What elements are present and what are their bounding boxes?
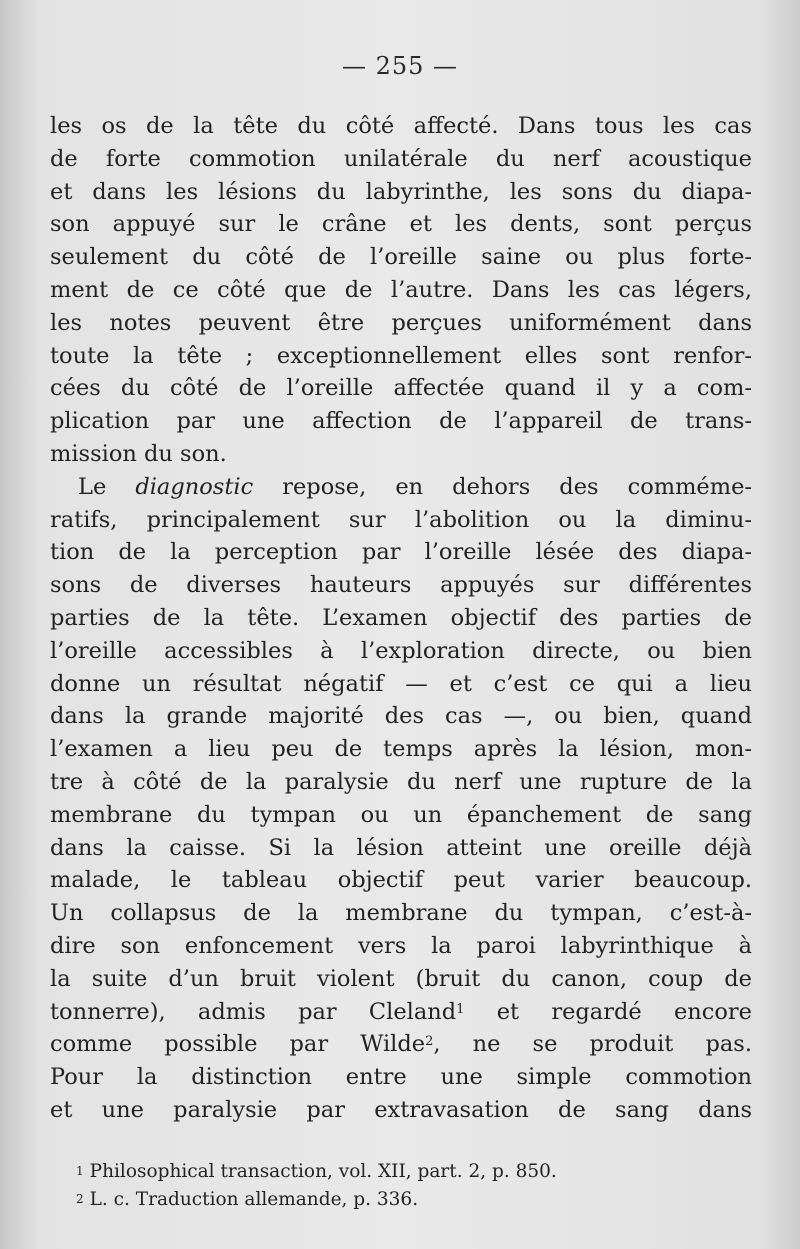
text-line: membrane du tympan ou un épanchement de sang [50,801,752,828]
text-line: tre à côté de la paralysie du nerf une rupture de la [50,768,752,795]
body-text [50,110,752,1127]
footnote-mark: 1 [76,1164,84,1178]
text-line: l’examen a lieu peu de temps après la lésion, mon- [50,736,752,763]
text-line: dire son enfoncement vers la paroi labyrinthique à [50,932,752,959]
text-line: et dans les lésions du labyrinthe, les sons du diapa- [50,178,752,205]
text-line: tion de la perception par l’oreille lésée des diapa- [50,539,752,566]
text-fragment: tonnerre), admis par Cleland [50,998,457,1025]
footnote-text: L. c. Traduction allemande, p. 336. [89,1189,419,1210]
italic-term: diagnostic [135,473,254,500]
footnote-ref-2: 2 [425,1034,434,1050]
footnotes [76,1158,716,1214]
page-number: — 255 — [341,52,459,80]
text-fragment: repose, en dehors des comméme- [253,473,753,500]
footnote-text: Philosophical transaction, vol. XII, part. 2, p. 850. [89,1161,557,1182]
text-line: cées du côté de l’oreille affectée quand il y a com- [50,375,752,402]
text-line: plication par une affection de l’appareil de trans- [50,408,752,435]
footnote-ref-1: 1 [456,1001,465,1017]
text-line: les os de la tête du côté affecté. Dans tous les cas [50,113,752,139]
text-fragment: et regardé encore [464,998,752,1025]
text-line: dans la grande majorité des cas —, ou bien, quand [50,703,752,730]
text-fragment: comme possible par Wilde [50,1031,426,1058]
text-line: dans la caisse. Si la lésion atteint une oreille déjà [50,834,752,861]
text-line: son appuyé sur le crâne et les dents, sont perçus [50,211,752,238]
text-line: les notes peuvent être perçues uniformément dans [50,309,752,336]
text-line: sons de diverses hauteurs appuyés sur différentes [50,572,752,599]
text-line: la suite d’un bruit violent (bruit du canon, coup de [50,965,752,992]
footnote-mark: 2 [76,1192,84,1206]
text-line: parties de la tête. L’examen objectif des parties de [50,604,752,631]
text-line: ratifs, principalement sur l’abolition ou la diminu- [50,506,752,533]
text-line: ment de ce côté que de l’autre. Dans les cas légers, [50,276,752,303]
text-line: donne un résultat négatif — et c’est ce qui a lieu [50,670,752,697]
text-fragment: , ne se produit pas. [433,1031,752,1058]
text-line: malade, le tableau objectif peut varier beaucoup. [50,867,752,894]
text-line: l’oreille accessibles à l’exploration directe, ou bien [50,637,752,664]
text-line: mission du son. [50,440,227,467]
footnote-2 [76,1186,716,1214]
text-line: seulement du côté de l’oreille saine ou plus forte- [50,244,752,271]
text-line-cleland [50,996,752,1029]
footnote-1 [76,1158,716,1186]
text-line: de forte commotion unilatérale du nerf acoustique [50,145,752,172]
text-line-wilde [50,1028,752,1061]
paragraph-first-line [50,471,752,504]
text-line: Un collapsus de la membrane du tympan, c’est-à- [50,900,752,927]
text-line: Pour la distinction entre une simple commotion [50,1064,752,1091]
text-fragment: Le [78,473,136,500]
text-line: et une paralysie par extravasation de sang dans [50,1096,752,1123]
text-line: toute la tête ; exceptionnellement elles sont renfor- [50,342,752,369]
